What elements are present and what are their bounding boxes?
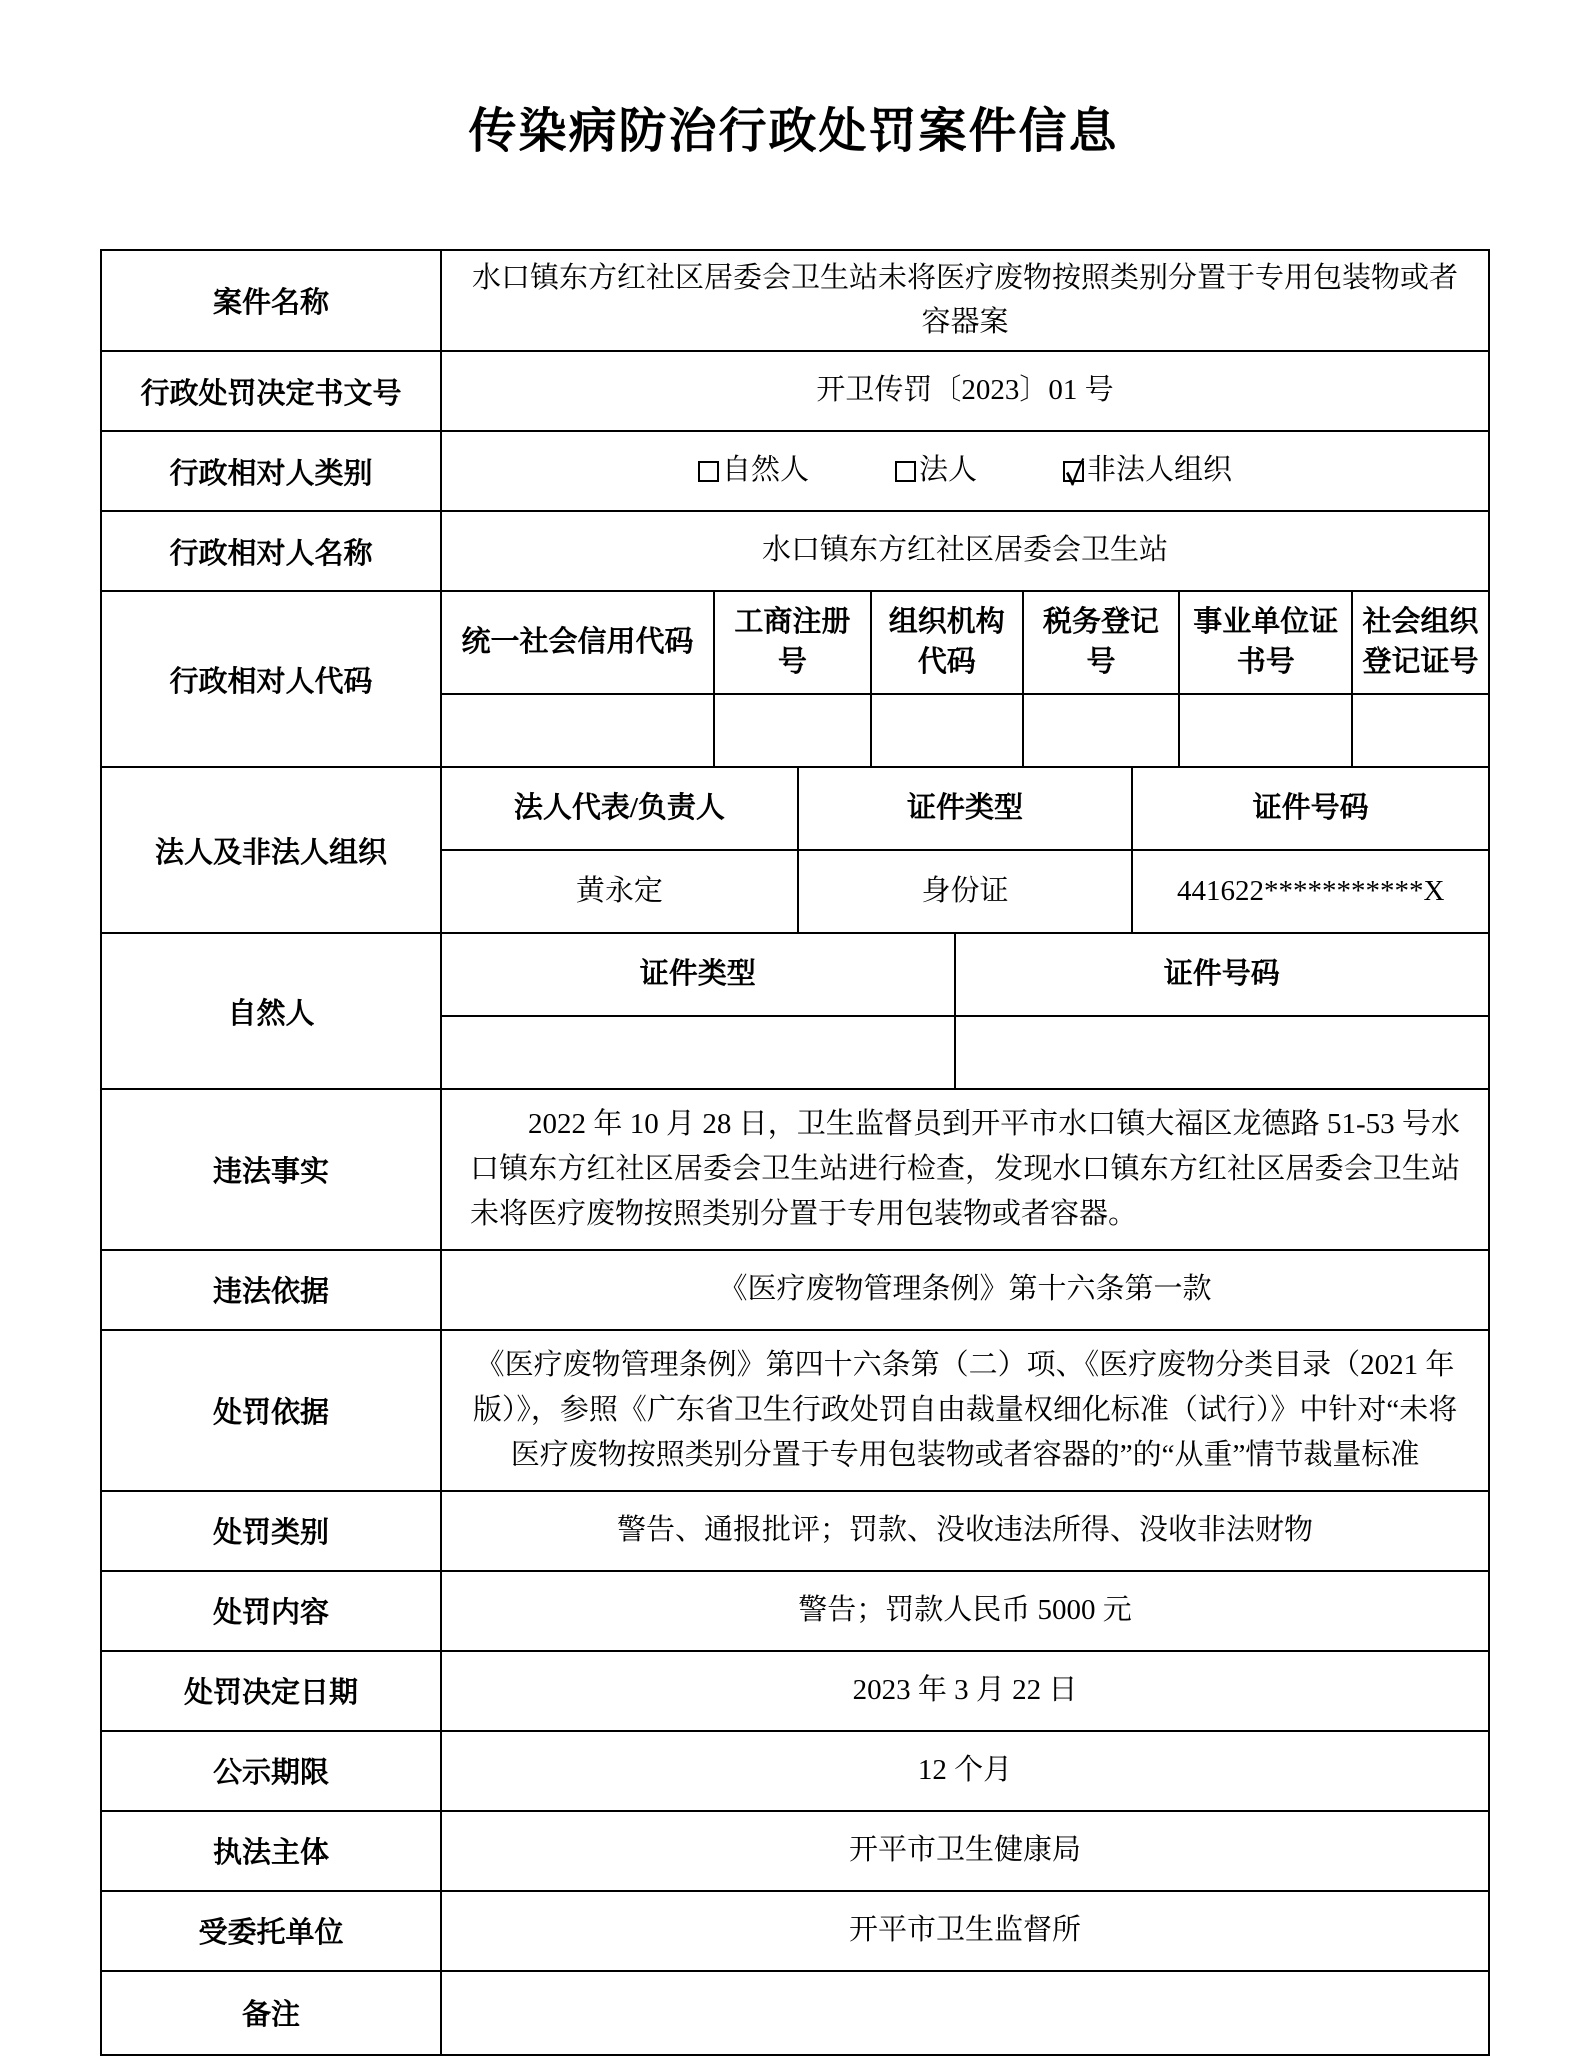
tax-reg-value: [1023, 694, 1180, 766]
decision-date-value: 2023 年 3 月 22 日: [441, 1651, 1489, 1731]
checkbox-checked-icon: [1063, 461, 1084, 482]
social-org-value: [1352, 694, 1488, 766]
col-org-code: 组织机构代码: [871, 592, 1023, 694]
row-illegal-fact: [101, 1089, 1489, 1250]
col-np-id-number: 证件号码: [955, 934, 1488, 1016]
entrusted-unit-label: 受委托单位: [101, 1891, 441, 1971]
publicity-period-label: 公示期限: [101, 1731, 441, 1811]
party-type-label: 行政相对人类别: [101, 431, 441, 511]
col-uscc: 统一社会信用代码: [442, 592, 714, 694]
checkbox-icon: [698, 461, 719, 482]
institution-value: [1179, 694, 1352, 766]
checkbox-icon: [895, 461, 916, 482]
row-decision-no: [101, 351, 1489, 431]
row-decision-date: [101, 1651, 1489, 1731]
party-name-value: 水口镇东方红社区居委会卫生站: [441, 511, 1489, 591]
entrusted-unit-value: 开平市卫生监督所: [441, 1891, 1489, 1971]
col-np-id-type: 证件类型: [442, 934, 955, 1016]
np-id-number-value: [955, 1016, 1488, 1088]
party-type-option-legal: [895, 449, 977, 493]
col-business-reg: 工商注册号: [714, 592, 871, 694]
enforcement-body-value: 开平市卫生健康局: [441, 1811, 1489, 1891]
business-reg-value: [714, 694, 871, 766]
remarks-value: [441, 1971, 1489, 2055]
row-legal-org: [101, 767, 1489, 933]
row-illegal-basis: [101, 1250, 1489, 1330]
page-title: 传染病防治行政处罚案件信息: [468, 105, 1119, 158]
party-type-options: [466, 449, 1464, 493]
case-info-table: [100, 249, 1490, 2056]
col-institution: 事业单位证书号: [1179, 592, 1352, 694]
row-natural-person: [101, 933, 1489, 1089]
row-party-codes: [101, 591, 1489, 767]
row-party-type: [101, 431, 1489, 511]
np-id-type-value: [442, 1016, 955, 1088]
row-penalty-content: [101, 1571, 1489, 1651]
party-type-option-nonlegal: [1063, 449, 1232, 493]
penalty-content-value: 警告；罚款人民币 5000 元: [441, 1571, 1489, 1651]
penalty-basis-value: 《医疗废物管理条例》第四十六条第（二）项、《医疗废物分类目录（2021 年版）》，参照《广东省卫生行政处罚自由裁量权细化标准（试行）》中针对“未将医疗废物按照类别分置于专用包装物或者容器的”的“从重”情节裁量标准: [441, 1330, 1489, 1491]
illegal-fact-value: 2022 年 10 月 28 日，卫生监督员到开平市水口镇大福区龙德路 51-53 号水口镇东方红社区居委会卫生站进行检查，发现水口镇东方红社区居委会卫生站未将医疗废物按照类别分置于专用包装物或者容器。: [441, 1089, 1489, 1250]
penalty-basis-label: 处罚依据: [101, 1330, 441, 1491]
col-social-org: 社会组织登记证号: [1352, 592, 1488, 694]
illegal-basis-value: 《医疗废物管理条例》第十六条第一款: [441, 1250, 1489, 1330]
row-case-name: [101, 250, 1489, 351]
legal-rep-value: 黄永定: [442, 850, 798, 932]
party-type-option-label: 非法人组织: [1087, 454, 1233, 487]
natural-person-label: 自然人: [101, 933, 441, 1089]
penalty-content-label: 处罚内容: [101, 1571, 441, 1651]
row-party-name: [101, 511, 1489, 591]
row-penalty-type: [101, 1491, 1489, 1571]
penalty-type-value: 警告、通报批评；罚款、没收违法所得、没收非法财物: [441, 1491, 1489, 1571]
row-entrusted-unit: [101, 1891, 1489, 1971]
decision-no-value: 开卫传罚〔2023〕01 号: [441, 351, 1489, 431]
row-penalty-basis: [101, 1330, 1489, 1491]
decision-no-label: 行政处罚决定书文号: [101, 351, 441, 431]
legal-org-label: 法人及非法人组织: [101, 767, 441, 933]
party-name-label: 行政相对人名称: [101, 511, 441, 591]
natural-person-value-row: [442, 1016, 1488, 1088]
case-name-label: 案件名称: [101, 250, 441, 351]
col-id-type: 证件类型: [798, 768, 1133, 850]
party-type-option-label: 自然人: [722, 454, 810, 487]
row-remarks: [101, 1971, 1489, 2055]
publicity-period-value: 12 个月: [441, 1731, 1489, 1811]
party-type-value: [441, 431, 1489, 511]
enforcement-body-label: 执法主体: [101, 1811, 441, 1891]
org-code-value: [871, 694, 1023, 766]
id-type-value: 身份证: [798, 850, 1133, 932]
col-id-number: 证件号码: [1132, 768, 1488, 850]
penalty-type-label: 处罚类别: [101, 1491, 441, 1571]
remarks-label: 备注: [101, 1971, 441, 2055]
id-number-value: 441622***********X: [1132, 850, 1488, 932]
illegal-fact-label: 违法事实: [101, 1089, 441, 1250]
party-type-option-label: 法人: [919, 454, 978, 487]
party-codes-label: 行政相对人代码: [101, 591, 441, 767]
legal-org-subtable: [442, 768, 1488, 932]
party-codes-subtable: [442, 592, 1488, 766]
party-codes-value-row: [442, 694, 1488, 766]
party-type-option-natural: [698, 449, 809, 493]
col-legal-rep: 法人代表/负责人: [442, 768, 798, 850]
legal-org-header-row: [442, 768, 1488, 850]
party-codes-header-row: [442, 592, 1488, 694]
legal-org-value-row: [442, 850, 1488, 932]
row-enforcement-body: [101, 1811, 1489, 1891]
col-tax-reg: 税务登记号: [1023, 592, 1180, 694]
illegal-basis-label: 违法依据: [101, 1250, 441, 1330]
natural-person-header-row: [442, 934, 1488, 1016]
case-name-value: 水口镇东方红社区居委会卫生站未将医疗废物按照类别分置于专用包装物或者容器案: [441, 250, 1489, 351]
decision-date-label: 处罚决定日期: [101, 1651, 441, 1731]
natural-person-subtable: [442, 934, 1488, 1088]
row-publicity-period: [101, 1731, 1489, 1811]
uscc-value: [442, 694, 714, 766]
